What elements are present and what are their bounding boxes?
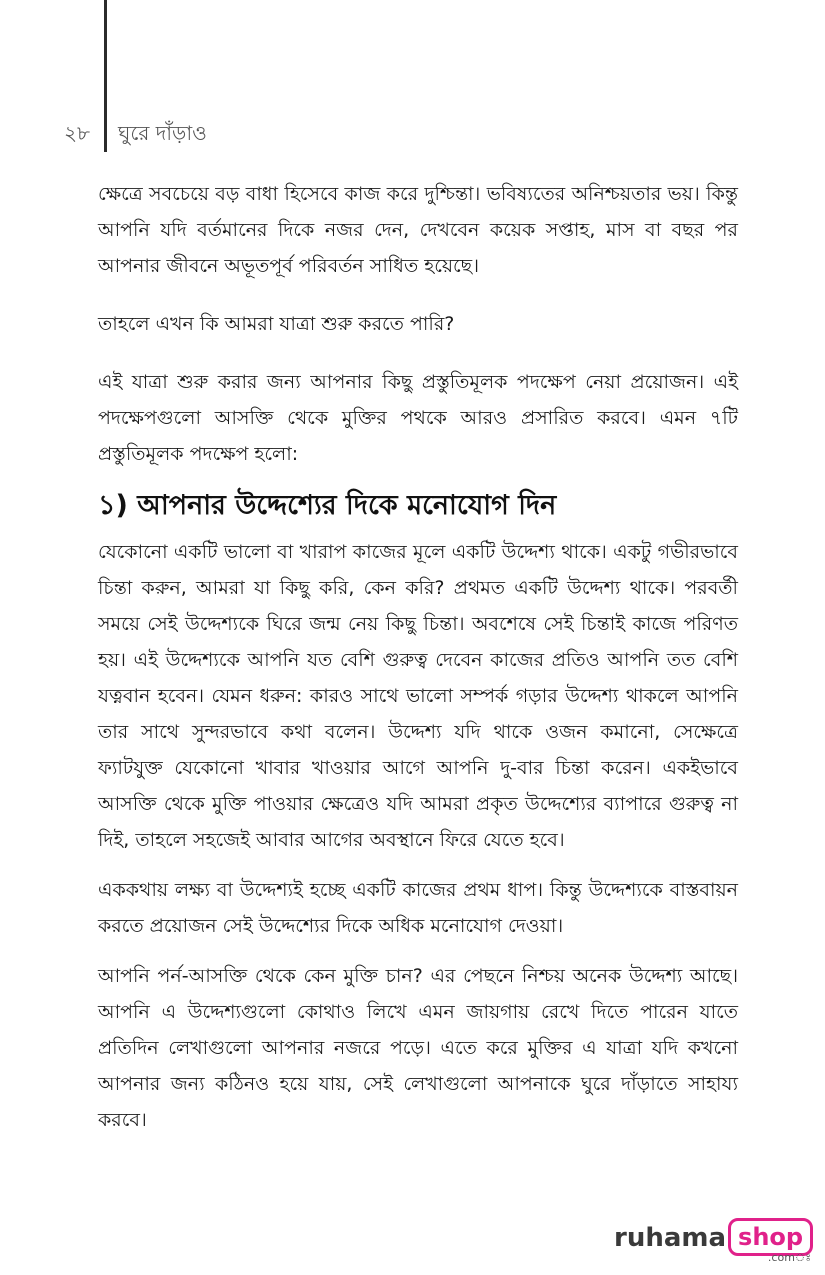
paragraph-first-step: এককথায় লক্ষ্য বা উদ্দেশ্যই হচ্ছে একটি কাজের প্রথম ধাপ। কিন্তু উদ্দেশ্যকে বাস্তবায়ন করতে প্রয়োজন সেই উদ্দেশ্যের দিকে অধিক মনোযোগ দেওয়া। bbox=[98, 879, 738, 937]
header-divider bbox=[104, 0, 107, 152]
watermark-shop-text: shop bbox=[728, 1218, 813, 1256]
paragraph-purpose: যেকোনো একটি ভালো বা খারাপ কাজের মূলে একটি উদ্দেশ্য থাকে। একটু গভীরভাবে চিন্তা করুন, আমরা যা কিছু করি, কেন করি? প্রথমত একটি উদ্দেশ্য থাকে। পরবর্তী সময়ে সেই উদ্দেশ্যকে ঘিরে জন্ম নেয় কিছু চিন্তা। অবশেষে সেই চিন্তাই কাজে পরিণত হয়। এই উদ্দেশ্যকে আপনি যত বেশি গুরুত্ব দেবেন কাজের প্রতিও আপনি তত বেশি যত্নবান হবেন। যেমন ধরুন: কারও সাথে ভালো সম্পর্ক গড়ার উদ্দেশ্য থাকলে আপনি তার সাথে সুন্দরভাবে কথা বলেন। উদ্দেশ্য যদি থাকে ওজন কমানো, সেক্ষেত্রে ফ্যাটযুক্ত যেকোনো খাবার খাওয়ার আগে আপনি দু-বার চিন্তা করেন। একইভাবে আসক্তি থেকে মুক্তি পাওয়ার ক্ষেত্রেও যদি আমরা প্রকৃত উদ্দেশ্যের ব্যাপারে গুরুত্ব না দিই, তাহলে সহজেই আবার আগের অবস্থানে ফিরে যেতে হবে। bbox=[98, 541, 738, 851]
running-title: ঘুরে দাঁড়াও bbox=[118, 121, 207, 145]
page-number: ২৮ bbox=[64, 121, 90, 145]
watermark-brand-text: ruhama bbox=[614, 1223, 727, 1253]
page-body bbox=[98, 176, 738, 1152]
watermark-domain-suffix: .comঃ bbox=[767, 1251, 812, 1264]
paragraph-intro: ক্ষেত্রে সবচেয়ে বড় বাধা হিসেবে কাজ করে দুশ্চিন্তা। ভবিষ্যতের অনিশ্চয়তার ভয়। কিন্তু আপনি যদি বর্তমানের দিকে নজর দেন, দেখবেন কয়েক সপ্তাহ, মাস বা বছর পর আপনার জীবনে অভূতপূর্ব পরিবর্তন সাধিত হয়েছে। bbox=[98, 183, 738, 277]
paragraph-write-goals: আপনি পর্ন-আসক্তি থেকে কেন মুক্তি চান? এর পেছনে নিশ্চয় অনেক উদ্দেশ্য আছে। আপনি এ উদ্দেশ্যগুলো কোথাও লিখে এমন জায়গায় রেখে দিতে পারেন যাতে প্রতিদিন লেখাগুলো আপনার নজরে পড়ে। এতে করে মুক্তির এ যাত্রা যদি কখনো আপনার জন্য কঠিনও হয়ে যায়, সেই লেখাগুলো আপনাকে ঘুরে দাঁড়াতে সাহায্য করবে। bbox=[98, 965, 738, 1131]
paragraph-question: তাহলে এখন কি আমরা যাত্রা শুরু করতে পারি? bbox=[98, 313, 455, 335]
paragraph-preparation: এই যাত্রা শুরু করার জন্য আপনার কিছু প্রস্তুতিমূলক পদক্ষেপ নেয়া প্রয়োজন। এই পদক্ষেপগুলো আসক্তি থেকে মুক্তির পথকে আরও প্রসারিত করবে। এমন ৭টি প্রস্তুতিমূলক পদক্ষেপ হলো: bbox=[98, 371, 738, 465]
section-heading: ১) আপনার উদ্দেশ্যের দিকে মনোযোগ দিন bbox=[98, 490, 557, 521]
watermark-logo bbox=[614, 1218, 813, 1266]
watermark-shop-badge bbox=[728, 1218, 813, 1264]
